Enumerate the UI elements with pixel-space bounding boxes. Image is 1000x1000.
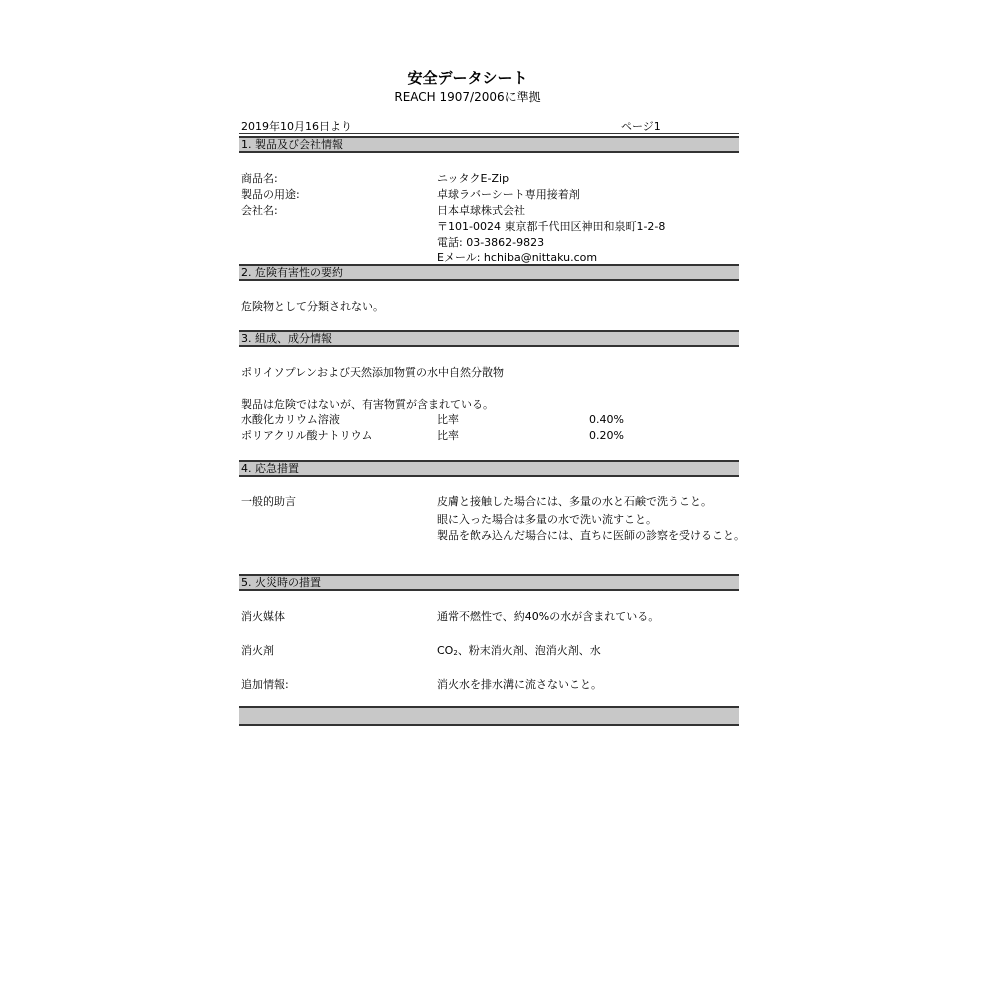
- hazard-summary-text: 危険物として分類されない。: [241, 300, 384, 313]
- composition-line-1: ポリイソプレンおよび天然添加物質の水中自然分散物: [241, 366, 504, 379]
- section-1-header: [239, 136, 739, 153]
- section-3-heading: 3. 組成、成分情報: [241, 332, 332, 345]
- document-date: 2019年10月16日より: [241, 120, 352, 133]
- component-ratio-value: 0.20%: [589, 429, 624, 442]
- extinguishing-media-label: 消火媒体: [241, 610, 285, 623]
- product-name-label: 商品名:: [241, 172, 278, 185]
- component-name: 水酸化カリウム溶液: [241, 413, 340, 426]
- section-5-heading: 5. 火災時の措置: [241, 576, 321, 589]
- header-divider: [239, 133, 739, 134]
- first-aid-eyes: 眼に入った場合は多量の水で洗い流すこと。: [437, 513, 657, 526]
- product-use-value: 卓球ラバーシート専用接着剤: [437, 188, 580, 201]
- extinguishing-agent-label: 消火剤: [241, 644, 274, 657]
- document-subtitle: REACH 1907/2006に準拠: [394, 90, 541, 104]
- company-email: Eメール: hchiba@nittaku.com: [437, 251, 598, 264]
- co2-text: CO: [437, 644, 454, 657]
- product-name-value: ニッタクE-Zip: [437, 172, 510, 185]
- extinguishing-media-value: 通常不燃性で、約40%の水が含まれている。: [437, 610, 660, 623]
- company-phone: 電話: 03-3862-9823: [437, 236, 545, 249]
- section-2-heading: 2. 危険有害性の要約: [241, 266, 343, 279]
- component-ratio-label: 比率: [437, 429, 459, 442]
- first-aid-label: 一般的助言: [241, 495, 296, 508]
- page-number: ページ1: [621, 120, 661, 133]
- section-2-header: [239, 264, 739, 281]
- company-label: 会社名:: [241, 204, 278, 217]
- section-1-heading: 1. 製品及び会社情報: [241, 138, 343, 151]
- additional-info-value: 消火水を排水溝に流さないこと。: [437, 678, 602, 691]
- extinguishing-agent-value: [437, 644, 601, 660]
- section-4-header: [239, 460, 739, 477]
- company-value: 日本卓球株式会社: [437, 204, 525, 217]
- section-5-header: [239, 574, 739, 591]
- co2-subscript: 2: [453, 649, 458, 657]
- component-name: ポリアクリル酸ナトリウム: [241, 429, 373, 442]
- section-3-header: [239, 330, 739, 347]
- first-aid-skin: 皮膚と接触した場合には、多量の水と石鹸で洗うこと。: [437, 495, 712, 508]
- product-use-label: 製品の用途:: [241, 188, 300, 201]
- composition-line-2: 製品は危険ではないが、有害物質が含まれている。: [241, 398, 494, 411]
- document-title: 安全データシート: [407, 69, 528, 87]
- additional-info-label: 追加情報:: [241, 678, 289, 691]
- section-4-heading: 4. 応急措置: [241, 462, 299, 475]
- component-ratio-label: 比率: [437, 413, 459, 426]
- company-address: 〒101-0024 東京都千代田区神田和泉町1-2-8: [437, 220, 666, 233]
- component-ratio-value: 0.40%: [589, 413, 624, 426]
- section-6-header: [239, 706, 739, 726]
- first-aid-ingestion: 製品を飲み込んだ場合には、直ちに医師の診察を受けること。: [437, 529, 745, 542]
- extinguishing-agent-rest: 、粉末消火剤、泡消火剤、水: [457, 644, 601, 657]
